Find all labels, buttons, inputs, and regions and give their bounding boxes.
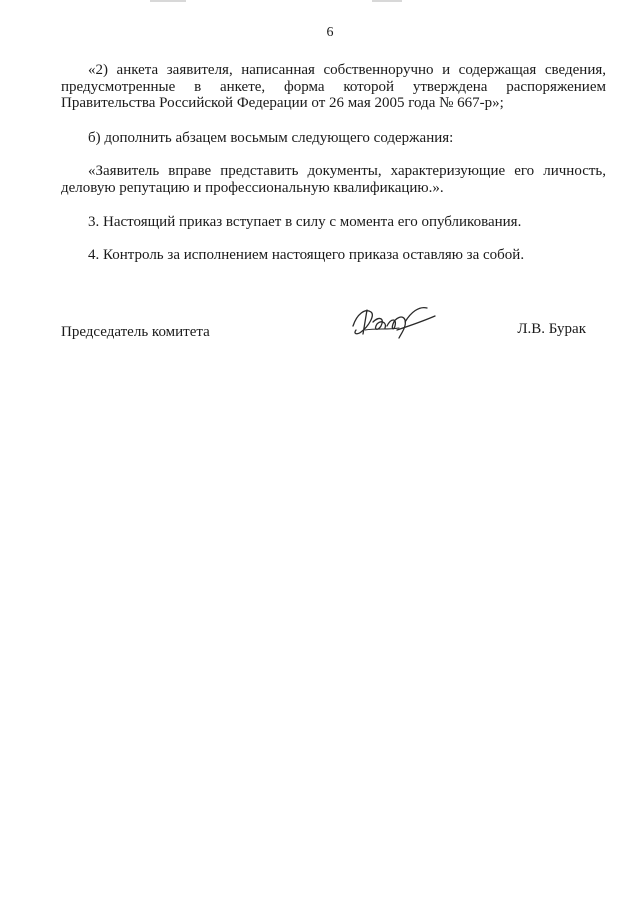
paragraph-line: предусмотренные в анкете, форма которой утверждена распоряжением — [61, 78, 606, 95]
paragraph-line: «2) анкета заявителя, написанная собственноручно и содержащая сведения, — [88, 62, 606, 78]
document-body — [61, 62, 606, 264]
paragraph-line: деловую репутацию и профессиональную квалификацию.». — [61, 179, 444, 196]
paragraph-line: 3. Настоящий приказ вступает в силу с момента его опубликования. — [88, 213, 522, 230]
scan-edge-mark — [150, 0, 186, 2]
paragraph-effective-date — [61, 214, 606, 231]
paragraph-line: Правительства Российской Федерации от 26 мая 2005 года № 667-р»; — [61, 95, 504, 112]
paragraph-line: б) дополнить абзацем восьмым следующего содержания: — [88, 129, 454, 146]
scan-edge-mark — [372, 0, 402, 2]
handwritten-signature — [347, 300, 442, 342]
signatory-position: Председатель комитета — [61, 324, 210, 340]
paragraph-questionnaire-item — [61, 62, 606, 112]
paragraph-line: 4. Контроль за исполнением настоящего приказа оставляю за собой. — [88, 247, 525, 264]
signature-block — [61, 300, 606, 350]
signatory-name: Л.В. Бурак — [517, 321, 586, 337]
paragraph-amendment-b — [61, 130, 606, 147]
paragraph-applicant-right — [61, 163, 606, 196]
page-number: 6 — [326, 25, 334, 40]
paragraph-control — [61, 247, 606, 264]
paragraph-line: «Заявитель вправе представить документы, характеризующие его личность, — [88, 163, 606, 180]
